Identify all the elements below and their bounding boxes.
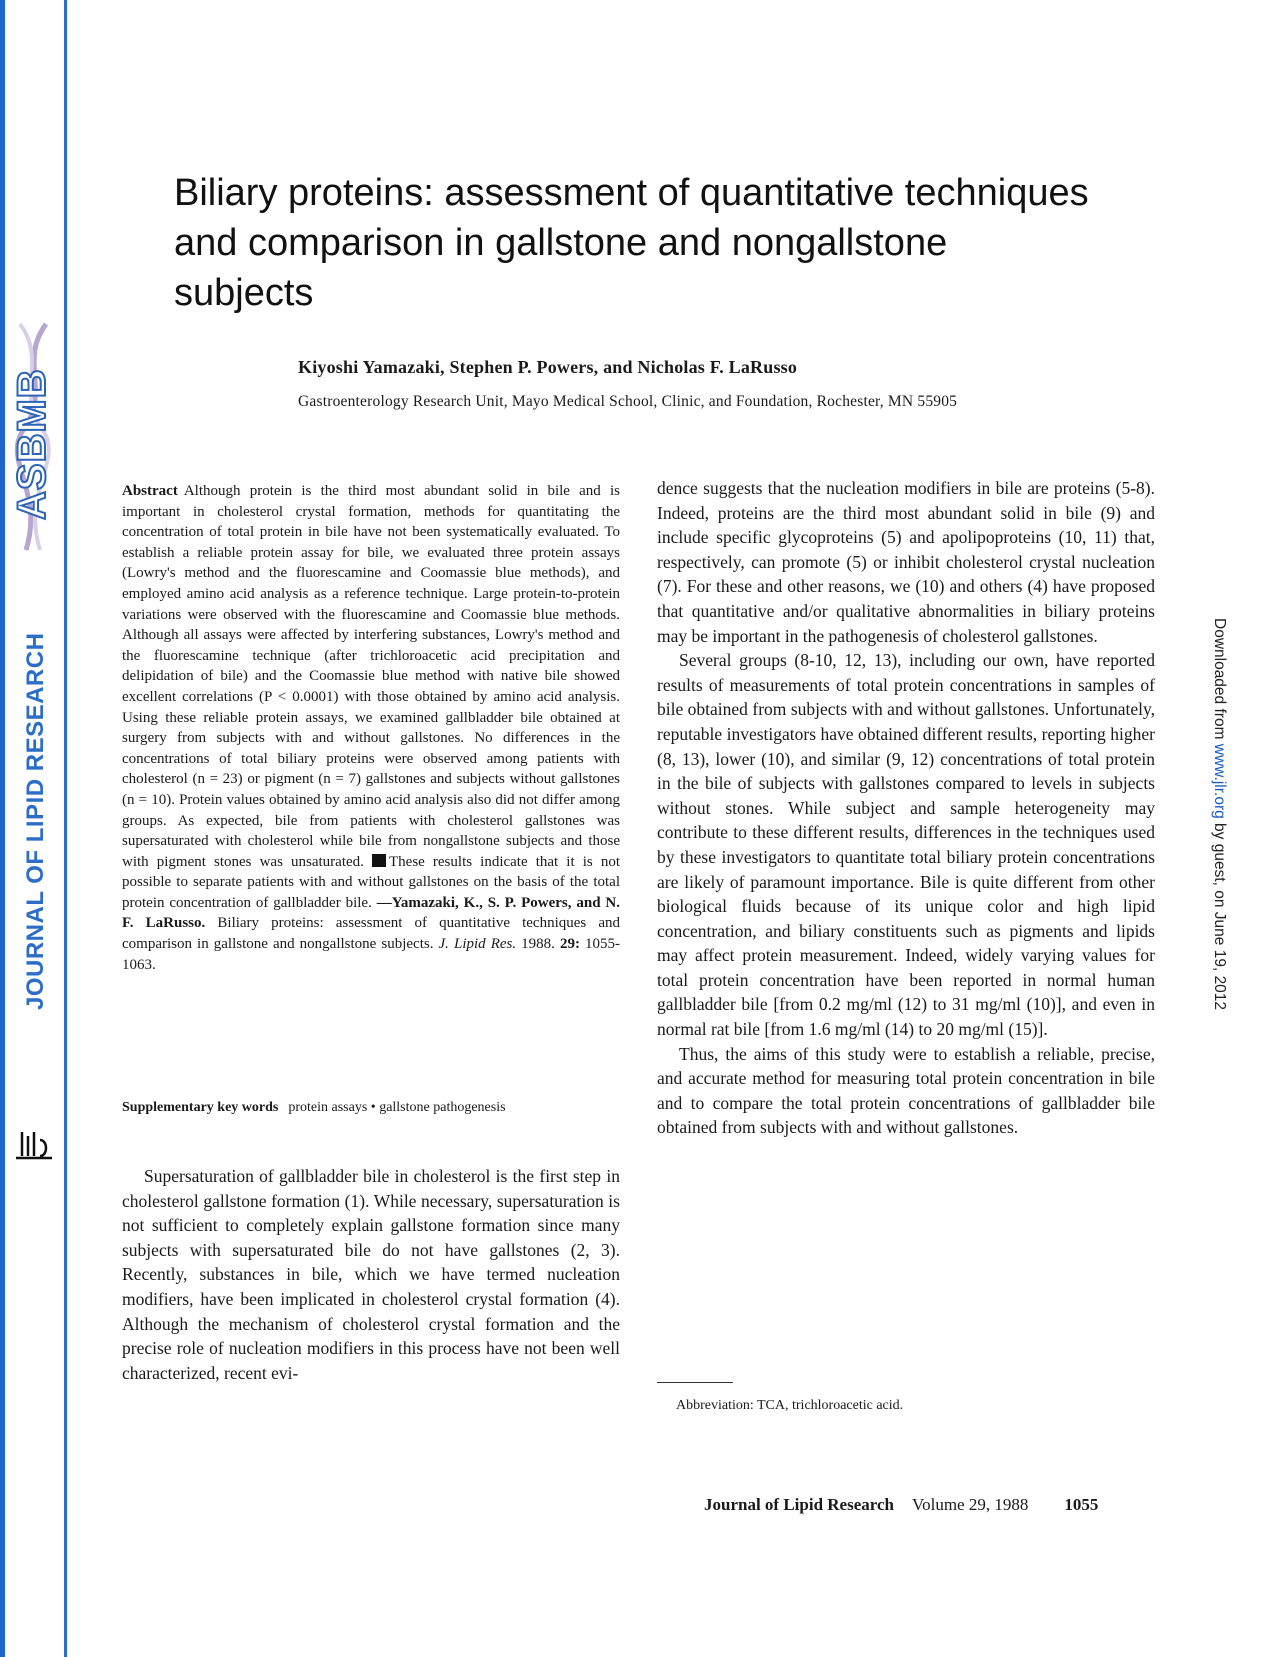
asbmb-logo-text: ASBMB bbox=[10, 368, 54, 520]
citation-volume: 29: bbox=[559, 936, 580, 953]
supplementary-keywords bbox=[122, 1100, 506, 1116]
footnote-divider bbox=[657, 1382, 733, 1383]
article-title: Biliary proteins: assessment of quantitative techniques and comparison in gallstone and nongallstone subjects bbox=[174, 172, 1089, 314]
citation-authors: —Yamazaki, K., S. P. Powers, and N. F. LaRusso. bbox=[122, 894, 620, 932]
body-paragraph-1-continued: dence suggests that the nucleation modifiers in bile are proteins (5-8). Indeed, proteins are the third most abundant solid in bile (9) and include specific glycoproteins (5) and apolipoproteins (10, 11) that, respectively, can promote (5) or inhibit cholesterol crystal nucleation (7). For these and other reasons, we (10) and others (4) have proposed that quantitative and/or qualitative abnormalities in biliary proteins may be important in the pathogenesis of cholesterol gallstones. bbox=[657, 478, 1155, 646]
abstract-label: Abstract bbox=[122, 483, 178, 499]
abstract-end-marker-icon bbox=[372, 854, 386, 867]
page-footer bbox=[704, 1495, 1098, 1515]
footer-volume: Volume 29, 1988 bbox=[912, 1495, 1029, 1514]
footnote-abbreviation: Abbreviation: TCA, trichloroacetic acid. bbox=[676, 1398, 904, 1413]
citation-pages: 1055-1063. bbox=[122, 936, 621, 973]
jlr-logo-icon bbox=[14, 1128, 54, 1160]
download-suffix: by guest, on June 19, 2012 bbox=[1211, 818, 1228, 1011]
citation-title: Biliary proteins: assessment of quantitative techniques and comparison in gallstone and nongallstone subjects. bbox=[122, 915, 621, 953]
body-paragraph-1: Supersaturation of gallbladder bile in cholesterol is the first step in cholesterol gallstone formation (1). While necessary, supersaturation is not sufficient to completely explain gallstone formation since many subjects with supersaturated bile do not have gallstones (2, 3). Recently, substances in bile, which we have termed nucleation modifiers, have been implicated in cholesterol crystal formation (4). Although the mechanism of cholesterol crystal formation and the precise role of nucleation modifiers in this process have not been well characterized, recent evi- bbox=[122, 1166, 620, 1383]
footer-journal: Journal of Lipid Research bbox=[704, 1495, 895, 1514]
keywords-label: Supplementary key words bbox=[122, 1100, 279, 1115]
abstract bbox=[122, 481, 620, 975]
article-authors: Kiyoshi Yamazaki, Stephen P. Powers, and Nicholas F. LaRusso bbox=[298, 357, 798, 377]
citation-year: 1988. bbox=[521, 936, 555, 953]
download-notice bbox=[1210, 618, 1228, 1010]
body-right-column bbox=[657, 476, 1155, 1140]
margin-edge-stripe bbox=[0, 0, 5, 1657]
download-prefix: Downloaded from bbox=[1211, 618, 1228, 744]
body-left-column bbox=[122, 1164, 620, 1385]
jlr-website-link[interactable]: www.jlr.org bbox=[1211, 743, 1228, 819]
keywords-text: protein assays • gallstone pathogenesis bbox=[288, 1100, 506, 1115]
journal-vertical-title: JOURNAL OF LIPID RESEARCH bbox=[22, 632, 49, 1010]
footer-page-number: 1055 bbox=[1064, 1495, 1099, 1514]
body-paragraph-2: Several groups (8-10, 12, 13), including our own, have reported results of measurements of total protein concentrations in samples of bile obtained from subjects with and without gallstones. Unfortunately, reputable investigators have obtained different results, reporting higher (8, 13), lower (10), and similar (9, 12) concentrations of total protein in the bile of subjects with gallstones compared to levels in subjects without stones. While subject and sample heterogeneity may contribute to these different results, differences in the techniques used by these investigators to quantitate total biliary protein concentrations are likely of paramount importance. Bile is quite different from other biological fluids because of its unique color and high lipid concentration, and biliary constituents such as pigments and lipids may affect protein measurement. Indeed, widely varying values for total protein concentration have been reported in normal human gallbladder bile [from 0.2 mg/ml (12) to 31 mg/ml (10)], and even in normal rat bile [from 1.6 mg/ml (14) to 20 mg/ml (15)]. bbox=[657, 650, 1155, 1040]
article-affiliation: Gastroenterology Research Unit, Mayo Medical School, Clinic, and Foundation, Rochester, MN 55905 bbox=[298, 393, 958, 410]
abstract-text: Although protein is the third most abundant solid in bile and is important in cholesterol crystal formation, methods for quantitating the concentration of total protein in bile have not been systematically evaluated. To establish a reliable protein assay for bile, we evaluated three protein assays (Lowry's method and the fluorescamine and Coomassie blue methods), and employed amino acid analysis as a reference technique. Large protein-to-protein variations were observed with the fluorescamine and Coomassie blue methods. Although all assays were affected by interfering substances, Lowry's method and the fluorescamine technique (after trichloroacetic acid precipitation and delipidation of bile) and the Coomassie blue method with native bile showed excellent correlations (P < 0.0001) with those obtained by amino acid analysis. Using these reliable protein assays, we examined gallbladder bile obtained at surgery from subjects with and without gallstones. No differences in the concentrations of total biliary proteins were observed among patients with cholesterol (n = 23) or pigment (n = 7) gallstones and subjects without gallstones (n = 10). Protein values obtained by amino acid analysis also did not differ among groups. As expected, bile from patients with cholesterol gallstones was supersaturated with cholesterol while bile from nongallstone subjects and those with pigment stones was unsaturated. bbox=[122, 483, 620, 870]
citation-journal: J. Lipid Res. bbox=[438, 936, 517, 953]
abstract-conclusion: These results indicate that it is not possible to separate patients with and without gallstones on the basis of the total protein concentration of gallbladder bile. bbox=[122, 853, 620, 911]
body-paragraph-3: Thus, the aims of this study were to establish a reliable, precise, and accurate method for measuring total protein concentration in bile and to compare the total protein concentrations of gallbladder bile obtained from subjects with and without gallstones. bbox=[657, 1043, 1155, 1138]
